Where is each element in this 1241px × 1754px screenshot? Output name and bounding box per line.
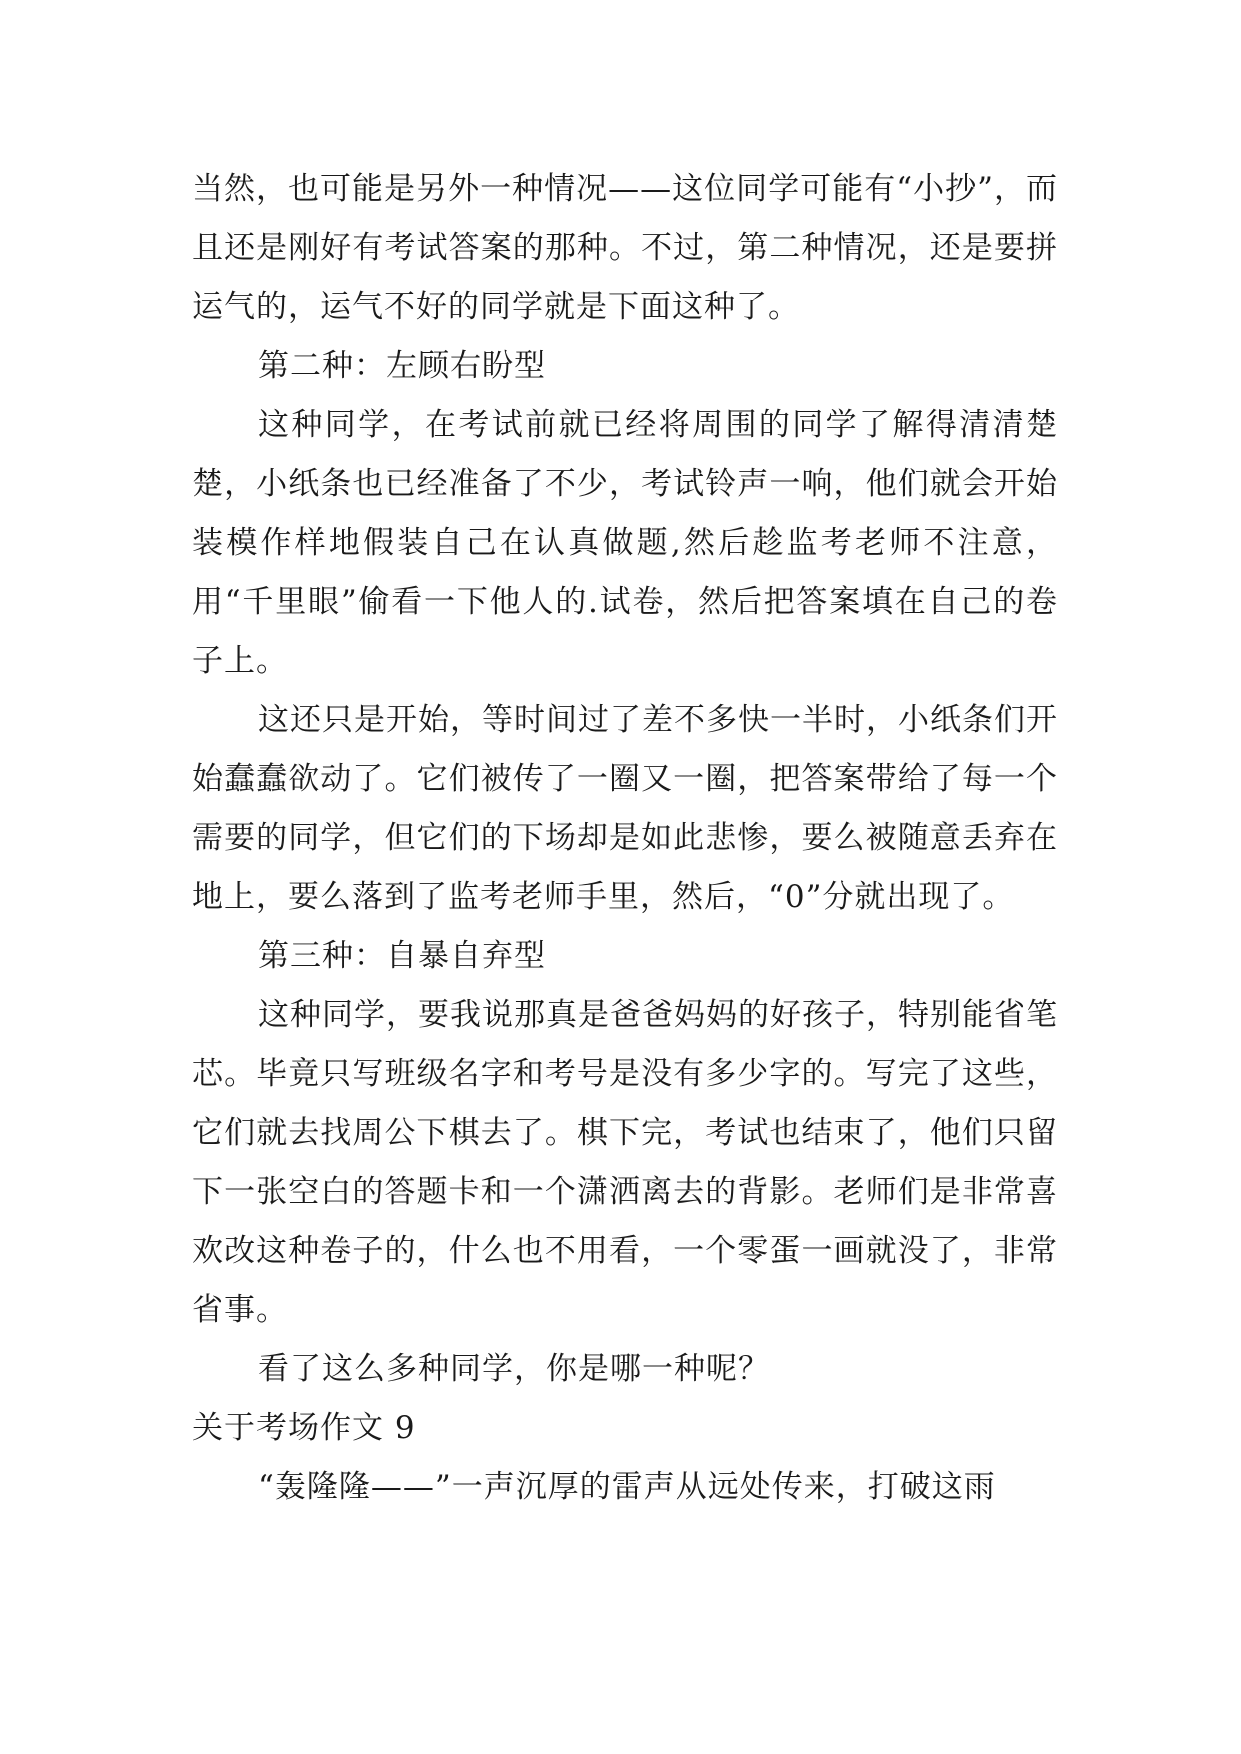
- paragraph-type-two-description: 这种同学，在考试前就已经将周围的同学了解得清清楚楚，小纸条也已经准备了不少，考试铃声一响，他们就会开始装模作样地假装自己在认真做题,然后趁监考老师不注意，用“千里眼”偷看一下他人的.试卷，然后把答案填在自己的卷子上。: [192, 407, 1058, 679]
- paragraph-essay-opening: “轰隆隆——”一声沉厚的雷声从远处传来，打破这雨: [258, 1469, 996, 1505]
- section-heading-type-two: 第二种：左顾右盼型: [258, 348, 546, 384]
- document-body: [192, 160, 1058, 1517]
- paragraph-closing-question: 看了这么多种同学，你是哪一种呢？: [258, 1351, 770, 1387]
- section-heading-type-three: 第三种：自暴自弃型: [258, 938, 546, 974]
- paragraph-paper-notes: 这还只是开始，等时间过了差不多快一半时，小纸条们开始蠢蠢欲动了。它们被传了一圈又一圈，把答案带给了每一个需要的同学，但它们的下场却是如此悲惨，要么被随意丢弃在地上，要么落到了监考老师手里，然后，“0”分就出现了。: [192, 702, 1058, 915]
- essay-title: 关于考场作文 9: [192, 1410, 416, 1446]
- paragraph-intro: 当然，也可能是另外一种情况——这位同学可能有“小抄”，而且还是刚好有考试答案的那种。不过，第二种情况，还是要拼运气的，运气不好的同学就是下面这种了。: [192, 171, 1058, 325]
- paragraph-type-three-description: 这种同学，要我说那真是爸爸妈妈的好孩子，特别能省笔芯。毕竟只写班级名字和考号是没有多少字的。写完了这些，它们就去找周公下棋去了。棋下完，考试也结束了，他们只留下一张空白的答题卡和一个潇洒离去的背影。老师们是非常喜欢改这种卷子的，什么也不用看，一个零蛋一画就没了，非常省事。: [192, 997, 1058, 1328]
